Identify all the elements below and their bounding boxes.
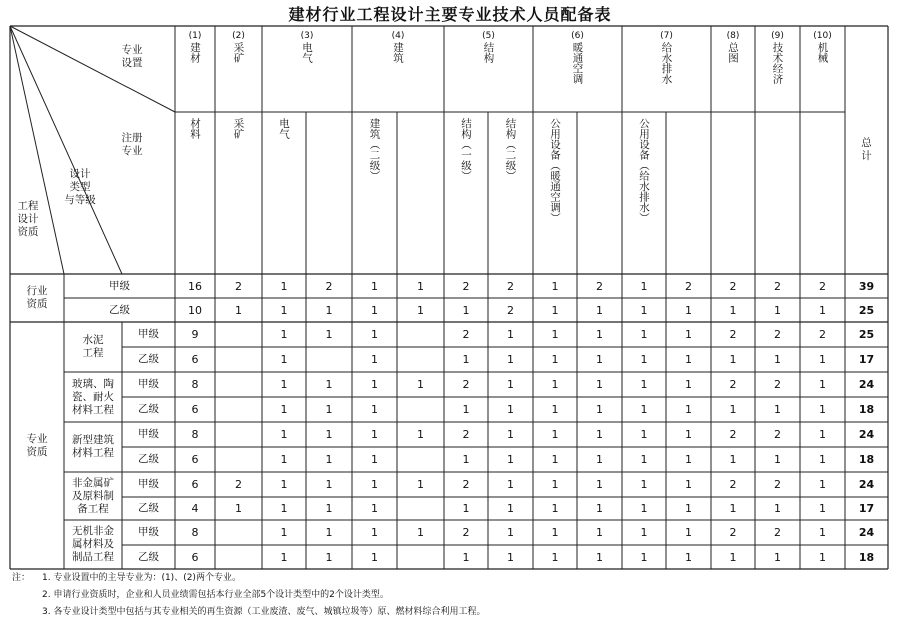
table-cell: 1 <box>325 526 333 539</box>
table-cell <box>215 347 262 372</box>
group-label-specialty: 专业 资质 <box>26 432 48 458</box>
table-cell: 2 <box>729 279 737 293</box>
table-cell: 1 <box>280 378 288 391</box>
table-cell: 1 <box>685 478 692 491</box>
table-cell: 1 <box>774 550 781 564</box>
table-cell: 2 <box>774 279 781 293</box>
specialty-header <box>622 30 711 84</box>
table-cell: 1 <box>462 502 470 515</box>
table-cell: 1 <box>640 279 648 293</box>
table-cell: 1 <box>280 526 288 539</box>
note-item: 2. 申请行业资质时，企业和人员业绩需包括本行业全部5个设计类型中的2个设计类型。 <box>42 590 389 600</box>
specialty-name: 暖通空调 <box>571 42 584 84</box>
table-cell: 1 <box>551 502 559 515</box>
table-cell: 1 <box>551 478 559 491</box>
specialty-header <box>352 30 444 63</box>
table-cell <box>397 447 444 472</box>
table-cell: 1 <box>685 353 692 366</box>
table-cell: 1 <box>774 403 781 416</box>
table-cell: 1 <box>685 526 692 539</box>
table-cell <box>306 347 352 372</box>
specialty-header <box>175 30 215 63</box>
table-cell: 2 <box>462 328 470 341</box>
table-cell: 1 <box>685 328 692 341</box>
total-cell: 25 <box>858 303 875 317</box>
table-cell: 6 <box>191 478 199 491</box>
table-cell: 1 <box>640 526 648 539</box>
design-type-label: 玻璃、陶 瓷、耐火 材料工程 <box>72 377 114 416</box>
table-cell: 1 <box>596 428 603 441</box>
table-cell: 1 <box>596 403 603 416</box>
grade-label: 乙级 <box>138 403 159 415</box>
table-cell: 1 <box>729 353 737 366</box>
total-cell: 24 <box>858 478 875 491</box>
table-cell: 1 <box>507 453 514 466</box>
table-cell: 1 <box>729 453 737 466</box>
table-cell: 1 <box>280 328 288 341</box>
table-cell: 1 <box>507 378 514 391</box>
table-cell: 2 <box>819 328 826 341</box>
specialty-name: 总图 <box>727 42 739 63</box>
note-item: 1. 专业设置中的主导专业为：(1)、(2)两个专业。 <box>42 573 241 583</box>
table-cell <box>397 497 444 520</box>
total-cell: 24 <box>858 428 875 441</box>
specialty-header <box>755 30 800 84</box>
table-cell: 2 <box>507 279 514 293</box>
table-cell: 1 <box>325 303 333 317</box>
table-cell: 1 <box>819 478 826 491</box>
table-cell: 1 <box>685 403 692 416</box>
table-cell: 2 <box>507 303 514 317</box>
table-cell: 1 <box>685 378 692 391</box>
table-cell: 1 <box>819 403 826 416</box>
corner-label-registered: 注册 专业 <box>121 132 143 157</box>
table-cell: 2 <box>462 526 470 539</box>
table-cell: 2 <box>819 279 826 293</box>
table-cell: 1 <box>596 378 603 391</box>
table-cell: 1 <box>819 303 826 317</box>
table-cell: 1 <box>325 550 333 564</box>
total-cell: 18 <box>858 550 875 564</box>
grade-label: 甲级 <box>109 279 130 292</box>
table-cell: 2 <box>729 378 737 391</box>
table-cell <box>397 322 444 347</box>
table-cell: 1 <box>819 550 826 564</box>
table-cell: 1 <box>371 550 378 564</box>
table-cell: 1 <box>819 378 826 391</box>
table-cell: 1 <box>640 353 648 366</box>
table-cell: 2 <box>774 378 781 391</box>
table-cell: 1 <box>325 502 333 515</box>
table-cell: 1 <box>280 478 288 491</box>
table-cell: 1 <box>417 526 424 539</box>
table-cell: 1 <box>417 478 424 491</box>
table-cell: 2 <box>462 428 470 441</box>
specialty-number: (5) <box>482 31 495 41</box>
table-cell: 1 <box>640 478 648 491</box>
registered-specialty: 采矿 <box>232 118 245 139</box>
total-cell: 24 <box>858 378 875 391</box>
grade-label: 甲级 <box>138 378 159 390</box>
table-cell: 1 <box>371 428 378 441</box>
table-cell: 1 <box>551 378 559 391</box>
table-cell: 1 <box>685 303 692 317</box>
specialty-number: (6) <box>571 31 584 41</box>
table-cell: 1 <box>551 303 559 317</box>
table-cell: 1 <box>371 378 378 391</box>
table-cell: 2 <box>462 279 470 293</box>
table-cell: 2 <box>462 478 470 491</box>
specialty-name: 机械 <box>816 42 829 63</box>
table-cell: 1 <box>235 303 242 317</box>
design-type-label: 新型建筑 材料工程 <box>72 434 114 459</box>
table-cell: 1 <box>462 303 470 317</box>
table-cell: 1 <box>596 328 603 341</box>
total-cell: 39 <box>858 279 875 293</box>
grade-label: 甲级 <box>138 428 159 440</box>
table-cell: 16 <box>188 279 202 293</box>
table-cell: 1 <box>819 502 826 515</box>
table-cell: 1 <box>507 550 514 564</box>
specialty-number: (8) <box>726 31 740 41</box>
table-cell: 1 <box>596 353 603 366</box>
document-title: 建材行业工程设计主要专业技术人员配备表 <box>288 5 612 24</box>
table-cell: 1 <box>551 428 559 441</box>
table-cell: 1 <box>685 453 692 466</box>
total-cell: 18 <box>858 403 875 416</box>
table-cell: 1 <box>325 428 333 441</box>
table-cell: 1 <box>325 478 333 491</box>
table-cell: 1 <box>325 378 333 391</box>
table-cell: 1 <box>551 328 559 341</box>
table-cell <box>215 397 262 422</box>
table-cell: 2 <box>774 478 781 491</box>
table-cell: 1 <box>507 428 514 441</box>
table-cell: 1 <box>596 550 603 564</box>
table-cell <box>215 520 262 545</box>
table-cell <box>397 347 444 372</box>
table-cell: 6 <box>191 353 199 366</box>
table-cell: 1 <box>325 453 333 466</box>
specialty-number: (7) <box>660 31 673 41</box>
table-cell: 1 <box>462 550 470 564</box>
table-cell: 1 <box>685 502 692 515</box>
group-label-industry: 行业 资质 <box>26 285 48 310</box>
table-cell: 9 <box>191 328 199 341</box>
table-cell: 1 <box>596 453 603 466</box>
table-cell: 10 <box>188 303 202 317</box>
table-cell: 1 <box>685 550 692 564</box>
table-cell: 1 <box>280 428 288 441</box>
corner-label-specialty: 专业 设置 <box>121 44 143 69</box>
table-cell: 1 <box>640 502 648 515</box>
specialty-header <box>444 30 533 63</box>
table-cell: 1 <box>462 453 470 466</box>
table-cell: 2 <box>774 328 781 341</box>
table-cell: 2 <box>235 279 242 293</box>
table-cell: 1 <box>819 526 826 539</box>
table-cell: 1 <box>640 428 648 441</box>
table-cell: 1 <box>507 526 514 539</box>
table-cell: 1 <box>417 303 424 317</box>
grade-label: 甲级 <box>138 526 159 538</box>
table-cell: 1 <box>774 453 781 466</box>
table-cell: 1 <box>729 403 737 416</box>
total-cell: 17 <box>858 353 875 366</box>
note-item: 3. 各专业设计类型中包括与其专业相关的再生资源（工业废渣、废气、城镇垃圾等）原、燃材料综合利用工程。 <box>42 607 486 617</box>
table-cell: 1 <box>371 478 378 491</box>
total-cell: 24 <box>858 526 875 539</box>
table-cell: 1 <box>551 353 559 366</box>
table-cell: 1 <box>774 353 781 366</box>
table-cell: 1 <box>507 353 514 366</box>
corner-label-qualification: 工程 设计 资质 <box>17 200 39 238</box>
table-cell: 2 <box>596 279 603 293</box>
table-cell: 1 <box>280 303 288 317</box>
total-cell: 17 <box>858 502 875 515</box>
grade-label: 乙级 <box>138 353 159 365</box>
specialty-number: (1) <box>188 31 202 41</box>
table-cell <box>397 545 444 569</box>
table-cell: 1 <box>371 502 378 515</box>
table-cell: 1 <box>596 303 603 317</box>
table-cell: 1 <box>280 353 288 366</box>
table-cell: 2 <box>729 328 737 341</box>
table-cell: 1 <box>371 328 378 341</box>
grade-label: 乙级 <box>138 453 159 465</box>
table-cell <box>215 372 262 397</box>
table-cell: 1 <box>371 403 378 416</box>
table-cell: 1 <box>819 453 826 466</box>
table-cell: 1 <box>774 502 781 515</box>
specialty-name: 给水排水 <box>660 42 673 84</box>
notes-section <box>12 570 485 621</box>
table-cell: 2 <box>462 378 470 391</box>
table-cell: 2 <box>685 279 692 293</box>
table-cell: 1 <box>280 502 288 515</box>
table-cell: 1 <box>551 550 559 564</box>
table-cell: 1 <box>685 428 692 441</box>
specialty-header <box>711 30 755 63</box>
table-cell: 1 <box>640 550 648 564</box>
table-cell: 1 <box>417 378 424 391</box>
table-cell <box>215 422 262 447</box>
total-cell: 18 <box>858 453 875 466</box>
registered-specialty: 电气 <box>278 118 290 139</box>
table-cell: 4 <box>191 502 199 515</box>
table-cell: 8 <box>191 378 199 391</box>
table-cell: 1 <box>640 328 648 341</box>
specialty-name: 结构 <box>482 42 495 63</box>
notes-label: 注： <box>12 573 31 583</box>
table-cell: 1 <box>507 328 514 341</box>
table-cell: 1 <box>417 279 424 293</box>
table-cell: 1 <box>507 502 514 515</box>
registered-specialty: 结构（二级） <box>504 118 517 181</box>
table-cell: 1 <box>596 526 603 539</box>
registered-specialty: 结构（一级） <box>460 118 472 181</box>
table-cell: 1 <box>640 453 648 466</box>
table-cell: 1 <box>551 453 559 466</box>
table-cell <box>215 545 262 569</box>
specialty-name: 技术经济 <box>771 42 784 84</box>
table-cell: 1 <box>280 403 288 416</box>
table-cell <box>215 322 262 347</box>
total-cell: 25 <box>858 328 875 341</box>
design-type-label: 无机非金 属材料及 制品工程 <box>72 525 114 563</box>
table-cell: 1 <box>417 428 424 441</box>
specialty-name: 建筑 <box>392 42 404 63</box>
table-cell: 6 <box>191 403 199 416</box>
table-cell: 6 <box>191 550 199 564</box>
table-cell: 1 <box>325 403 333 416</box>
table-cell: 1 <box>640 303 648 317</box>
table-cell: 1 <box>774 303 781 317</box>
design-type-label: 非金属矿 及原料制 备工程 <box>72 476 114 515</box>
table-cell: 2 <box>729 428 737 441</box>
corner-label-design-type: 设计 类型 与等级 <box>64 168 96 206</box>
specialty-header <box>262 30 352 63</box>
table-cell: 2 <box>729 526 737 539</box>
grade-label: 乙级 <box>109 303 130 316</box>
table-cell: 1 <box>551 526 559 539</box>
specialty-name: 电气 <box>301 42 313 63</box>
table-cell: 6 <box>191 453 199 466</box>
table-cell: 2 <box>774 526 781 539</box>
table-cell: 1 <box>462 403 470 416</box>
table-cell <box>397 397 444 422</box>
specialty-number: (2) <box>232 31 245 41</box>
table-cell: 1 <box>371 279 378 293</box>
specialty-header <box>215 30 262 63</box>
table-cell: 1 <box>280 453 288 466</box>
table-cell: 1 <box>507 478 514 491</box>
table-cell: 1 <box>729 550 737 564</box>
registered-specialty: 建筑（二级） <box>368 118 381 181</box>
specialty-header <box>533 30 622 84</box>
registered-specialty: 公用设备（给水排水） <box>638 118 650 223</box>
table-cell: 1 <box>819 353 826 366</box>
specialty-number: (4) <box>391 31 405 41</box>
grade-label: 甲级 <box>138 478 159 490</box>
table-cell: 8 <box>191 428 199 441</box>
specialty-name: 采矿 <box>232 42 245 63</box>
table-cell: 2 <box>774 428 781 441</box>
table-cell: 2 <box>235 478 242 491</box>
table-cell: 2 <box>325 279 333 293</box>
table-cell: 1 <box>462 353 470 366</box>
table-cell: 1 <box>551 403 559 416</box>
table-cell: 1 <box>596 478 603 491</box>
table-cell: 1 <box>640 403 648 416</box>
specialty-number: (10) <box>813 31 832 41</box>
design-type-label: 水泥 工程 <box>82 334 104 359</box>
specialty-number: (9) <box>771 31 784 41</box>
table-cell: 1 <box>371 453 378 466</box>
table-cell: 1 <box>371 303 378 317</box>
table-cell: 1 <box>280 279 288 293</box>
table-cell: 1 <box>640 378 648 391</box>
table-cell: 1 <box>729 502 737 515</box>
table-cell: 2 <box>729 478 737 491</box>
table-cell: 8 <box>191 526 199 539</box>
table-cell: 1 <box>235 502 242 515</box>
table-cell: 1 <box>729 303 737 317</box>
table-cell: 1 <box>507 403 514 416</box>
table-cell <box>215 447 262 472</box>
grade-label: 乙级 <box>138 502 159 514</box>
table-cell: 1 <box>819 428 826 441</box>
registered-specialty: 公用设备（暖通空调） <box>549 118 561 223</box>
registered-specialty: 材料 <box>189 118 201 139</box>
specialty-number: (3) <box>300 31 314 41</box>
total-header: 总 计 <box>861 137 872 162</box>
table-cell: 1 <box>596 502 603 515</box>
grade-label: 乙级 <box>138 550 159 563</box>
table-cell: 1 <box>371 526 378 539</box>
table-cell: 1 <box>551 279 559 293</box>
specialty-name: 建材 <box>189 42 201 63</box>
specialty-header <box>800 30 845 63</box>
grade-label: 甲级 <box>138 328 159 340</box>
table-cell: 1 <box>325 328 333 341</box>
table-cell: 1 <box>280 550 288 564</box>
table-cell: 1 <box>371 353 378 366</box>
